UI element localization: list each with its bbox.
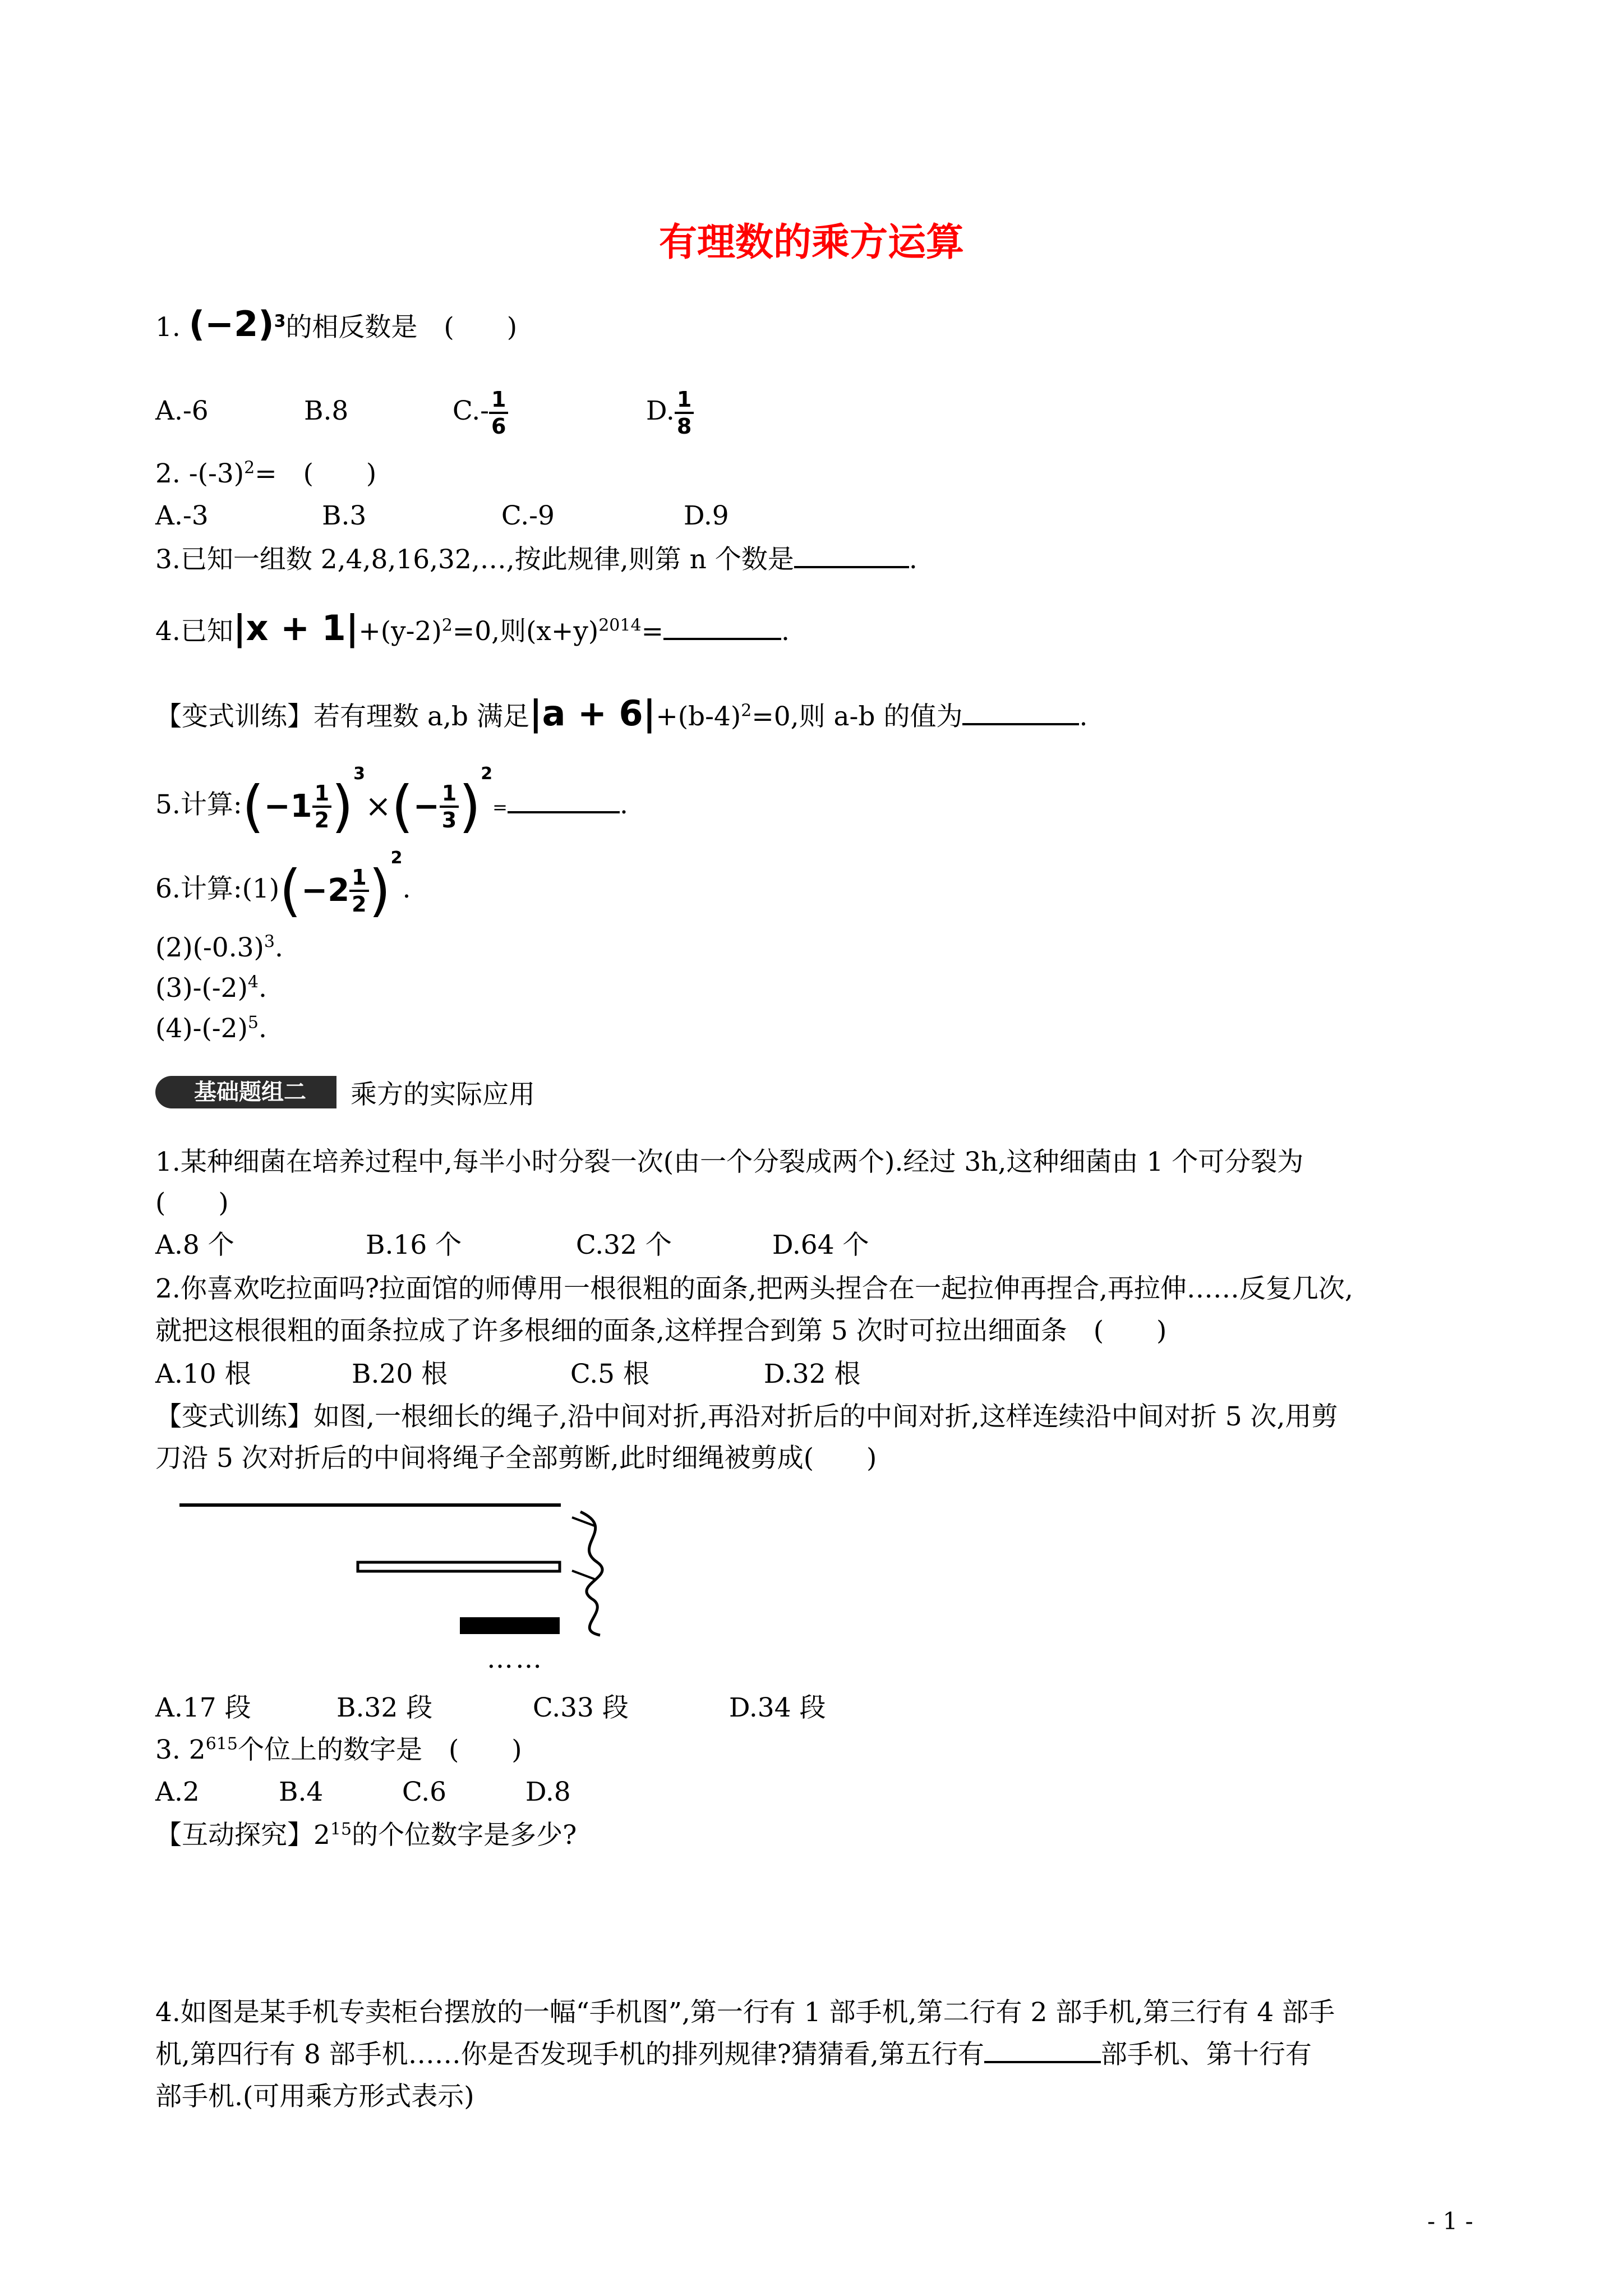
group2-question-1: 1.某种细菌在培养过程中,每半小时分裂一次(由一个分裂成两个).经过 3h,这种细菌由 1 个可分裂为: [155, 1147, 1304, 1177]
group2-question-3-options: A.2 B.4 C.6 D.8: [155, 1777, 571, 1807]
page-title: 有理数的乘方运算: [658, 220, 964, 265]
question-1: 1. $(-2)^3$的相反数是 ( ): [155, 303, 518, 344]
question-6: 6.计算:(1)(−2 $\frac{1}{2}$ )$^2$.: [155, 848, 411, 923]
group2-question-4: 4.如图是某手机专卖柜台摆放的一幅“手机图”,第一行有 1 部手机,第二行有 2 部手机,第三行有 4 部手: [155, 1997, 1335, 2028]
variant-training-2-cont: 刀沿 5 次对折后的中间将绳子全部剪断,此时细绳被剪成( ): [155, 1443, 877, 1474]
group2-question-2: 2.你喜欢吃拉面吗?拉面馆的师傅用一根很粗的面条,把两头捏合在一起拉伸再捏合,再拉伸……反复几次,: [155, 1273, 1353, 1304]
group2-question-4-cont: 机,第四行有 8 部手机……你是否发现手机的排列规律?猜猜看,第五行有 部手机、第十行有: [155, 2039, 1312, 2070]
answer-blank[interactable]: [962, 701, 1079, 725]
group2-question-2-cont: 就把这根很粗的面条拉成了许多根细的面条,这样捏合到第 5 次时可拉出细面条 ( ): [155, 1315, 1167, 1346]
rope-folded-once: [358, 1562, 560, 1571]
rope-folded-many: [460, 1617, 560, 1634]
group2-question-1-cont: ( ): [155, 1188, 229, 1218]
question-2-options: A.-3 B.3 C.-9 D.9: [155, 500, 729, 531]
group2-question-1-options: A.8 个 B.16 个 C.32 个 D.64 个: [155, 1230, 869, 1260]
answer-blank[interactable]: [984, 2039, 1101, 2063]
question-6-part-3: $(3)-(-2)^4$.: [155, 972, 267, 1004]
question-3: 3.已知一组数 2,4,8,16,32,…,按此规律,则第 n 个数是 .: [155, 544, 917, 575]
variant-training-2-options: A.17 段 B.32 段 C.33 段 D.34 段: [155, 1692, 826, 1723]
answer-blank[interactable]: [663, 615, 781, 640]
section-label: 乘方的实际应用: [351, 1079, 535, 1110]
variant-training-1: 【变式训练】若有理数 a,b 满足$|a + 6|+(b-4)^2=0$,则 a-b 的值为 .: [155, 693, 1088, 734]
answer-blank[interactable]: [508, 789, 620, 813]
question-6-part-2: $(2)(-0.3)^3$.: [155, 932, 283, 963]
interactive-exploration: 【互动探究】$2^{15}$的个位数字是多少?: [155, 1819, 577, 1851]
question-4: 4.已知$|x + 1|+(y-2)^2=0$,则$(x+y)^{2014}=$ .: [155, 608, 790, 648]
fold-arrow-icon: [572, 1517, 594, 1579]
answer-blank[interactable]: [794, 544, 909, 568]
ellipsis: ……: [487, 1644, 544, 1674]
rope-folding-figure: [168, 1495, 628, 1663]
question-2: 2. $-(-3)^2=$ ( ): [155, 458, 377, 489]
group2-question-3: 3. $2^{615}$个位上的数字是 ( ): [155, 1734, 522, 1765]
question-6-part-4: $(4)-(-2)^5$.: [155, 1013, 267, 1044]
fold-arrow-icon: [580, 1512, 602, 1635]
group2-question-2-options: A.10 根 B.20 根 C.5 根 D.32 根: [155, 1359, 861, 1389]
group2-question-4-cont2: 部手机.(可用乘方形式表示): [155, 2081, 474, 2112]
question-5: 5.计算:(−1 $\frac{1}{2}$ )$^3$×(− $\frac{1}{3}$ )$^2$= .: [155, 764, 628, 839]
section-badge: 基础题组二: [155, 1076, 345, 1108]
page-number: - 1 -: [1427, 2207, 1473, 2235]
question-1-options: A.-6 B.8 C.- $\frac{1}{6}$ D. $\frac{1}{8}$: [155, 387, 694, 439]
variant-training-2: 【变式训练】如图,一根细长的绳子,沿中间对折,再沿对折后的中间对折,这样连续沿中间对折 5 次,用剪: [155, 1401, 1338, 1432]
fraction-1-8: $\frac{1}{8}$: [675, 387, 694, 439]
fraction-1-6: $\frac{1}{6}$: [489, 387, 508, 439]
